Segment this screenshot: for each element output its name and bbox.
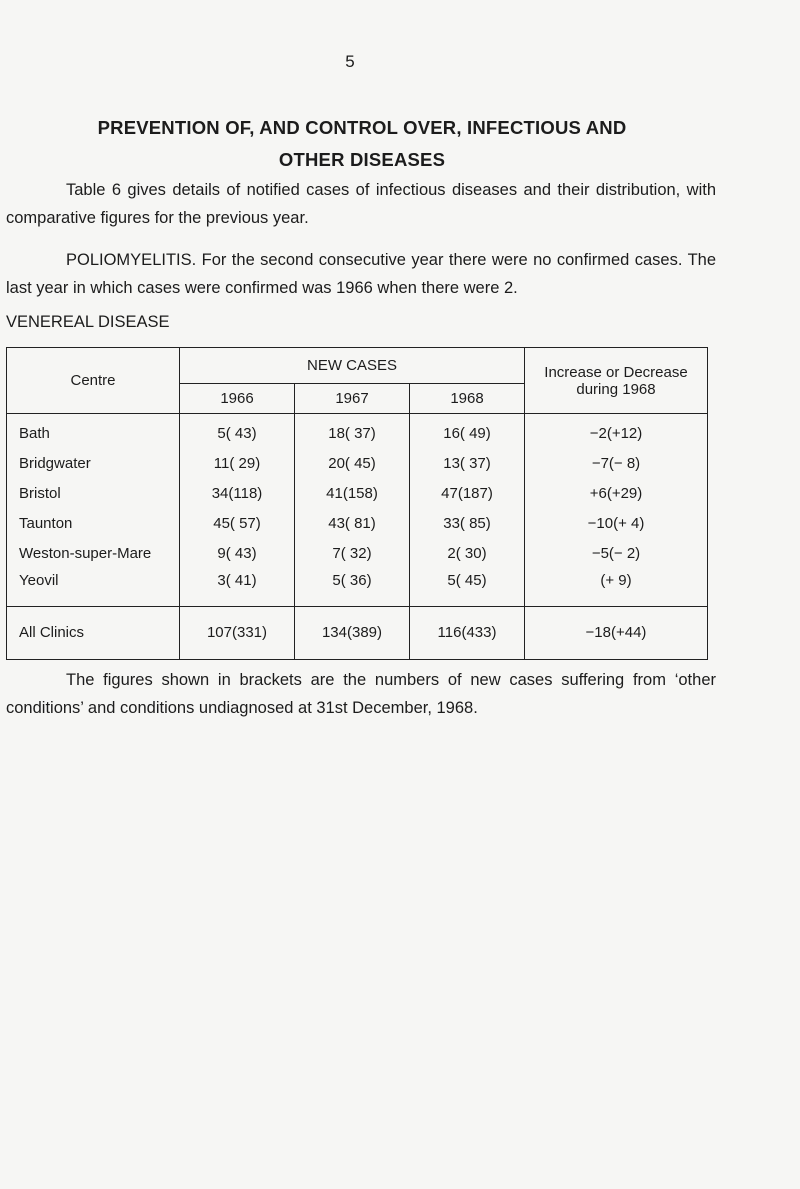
footnote (6, 666, 716, 722)
page-title (62, 112, 662, 176)
row-centre: Bath (7, 414, 180, 449)
table-row (7, 538, 708, 568)
table-row (7, 508, 708, 538)
row-centre: Yeovil (7, 568, 180, 606)
row-1968: 13( 37) (410, 448, 525, 478)
title-line-2: OTHER DISEASES (278, 149, 446, 170)
row-1967: 5( 36) (295, 568, 410, 606)
polio-paragraph (6, 246, 716, 302)
row-change: +6(+29) (525, 478, 708, 508)
intro-paragraph-text: Table 6 gives details of notified cases of infectious diseases and their distribution, with comparative figures for the previous year. (6, 181, 716, 227)
row-1966: 9( 43) (180, 538, 295, 568)
row-1967: 7( 32) (295, 538, 410, 568)
header-new-cases: NEW CASES (180, 348, 525, 384)
total-row (7, 606, 708, 659)
title-line-1: PREVENTION OF, AND CONTROL OVER, INFECTIOUS AND (97, 117, 627, 138)
row-1966: 45( 57) (180, 508, 295, 538)
header-year-1967: 1967 (295, 384, 410, 414)
header-change-line-2: during 1968 (576, 380, 656, 398)
row-centre: Taunton (7, 508, 180, 538)
row-1967: 43( 81) (295, 508, 410, 538)
row-change: (+ 9) (525, 568, 708, 606)
section-heading: VENEREAL DISEASE (6, 313, 170, 331)
table-row (7, 478, 708, 508)
total-centre: All Clinics (7, 606, 180, 659)
table-row (7, 448, 708, 478)
table-row (7, 568, 708, 606)
total-1967: 134(389) (295, 606, 410, 659)
row-1967: 18( 37) (295, 414, 410, 449)
row-centre: Bridgwater (7, 448, 180, 478)
row-centre: Bristol (7, 478, 180, 508)
header-year-1966: 1966 (180, 384, 295, 414)
total-1968: 116(433) (410, 606, 525, 659)
header-year-1968: 1968 (410, 384, 525, 414)
row-change: −2(+12) (525, 414, 708, 449)
total-change: −18(+44) (525, 606, 708, 659)
row-1966: 5( 43) (180, 414, 295, 449)
row-change: −7(− 8) (525, 448, 708, 478)
intro-paragraph (6, 176, 716, 232)
row-1967: 41(158) (295, 478, 410, 508)
polio-paragraph-text: POLIOMYELITIS. For the second consecutive year there were no confirmed cases. The last year in which cases were confirmed was 1966 when there were 2. (6, 251, 716, 297)
row-1968: 47(187) (410, 478, 525, 508)
footnote-text: The figures shown in brackets are the numbers of new cases suffering from ‘other conditions’ and conditions undiagnosed at 31st December, 1968. (6, 671, 716, 717)
header-change (525, 348, 708, 414)
row-1966: 3( 41) (180, 568, 295, 606)
row-change: −5(− 2) (525, 538, 708, 568)
venereal-disease-table (6, 347, 708, 660)
total-1966: 107(331) (180, 606, 295, 659)
header-change-line-1: Increase or Decrease (544, 363, 688, 381)
row-1968: 16( 49) (410, 414, 525, 449)
row-centre: Weston-super-Mare (7, 538, 180, 568)
row-change: −10(+ 4) (525, 508, 708, 538)
row-1968: 2( 30) (410, 538, 525, 568)
page-number: 5 (345, 52, 355, 71)
header-centre: Centre (7, 348, 180, 414)
row-1968: 33( 85) (410, 508, 525, 538)
table-row (7, 414, 708, 449)
row-1968: 5( 45) (410, 568, 525, 606)
row-1966: 34(118) (180, 478, 295, 508)
row-1966: 11( 29) (180, 448, 295, 478)
row-1967: 20( 45) (295, 448, 410, 478)
